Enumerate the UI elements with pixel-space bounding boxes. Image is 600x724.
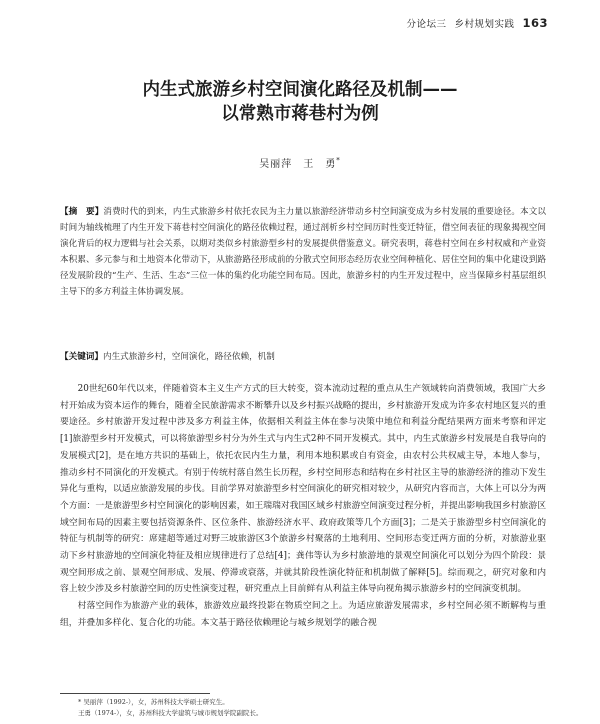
footnote-item: 王勇（1974-），女，苏州科技大学建筑与城市规划学院副院长。 [78,709,263,717]
paper-title [0,78,600,126]
author-footnote-marker: * [336,156,341,165]
keywords [60,350,546,362]
body-paragraph: 村落空间作为旅游产业的载体，旅游效应最终投影在物质空间之上。为适应旅游发展需求，乡村空间必须不断解构与重组，并叠加多样化、复合化的功能。本文基于路径依赖理论与城乡规划学的融合视 [60,601,546,628]
body-text [60,381,546,632]
running-head-section: 乡村规划实践 [454,19,515,30]
authors [0,155,600,170]
running-head-column: 分论坛三 [406,19,447,30]
page-number: 163 [522,16,548,30]
footnotes [78,697,538,719]
abstract-text: 消费时代的到来，内生式旅游乡村依托农民为主力量以旅游经济带动乡村空间演变成为乡村发展的重要途径。本文以时间为轴线梳理了内生开发下蒋巷村空间演化的路径依赖过程，通过剖析乡村空间历时性变迁特征，借空间表征的现象揭视空间演化背后的权力逻辑与社会关系，以期对类似乡村旅游型乡村的发展提供借鉴意义。研究表明，蒋巷村空间在乡村权威和产业资本积累、多元参与和土地资本化带动下，从旅游路径形成前的分散式空间形态经历农业空间种植化、居住空间的集中化建设到路径发展阶段的“生产、生活、生态”三位一体的集约化功能空间布局。因此，旅游乡村的内生开发过程中，应当保障乡村基层组织主导下的多方利益主体协调发展。 [60,207,546,297]
footnote-divider [60,693,210,694]
keywords-text: 内生式旅游乡村，空间演化，路径依赖，机制 [102,352,275,362]
footnote-item: * 吴丽萍（1992-），女，苏州科技大学硕士研究生。 [78,698,229,706]
keywords-label: 【关键词】 [60,352,103,362]
running-head [406,16,548,30]
author-names: 吴丽萍 王 勇 [259,159,337,170]
title-line-1: 内生式旅游乡村空间演化路径及机制—— [142,80,458,100]
abstract-label: 【摘 要】 [60,207,104,217]
title-line-2: 以常熟市蒋巷村为例 [221,104,379,124]
body-paragraph: 20世纪60年代以来，伴随着资本主义生产方式的巨大转变，资本流动过程的重点从生产领域转向消费领域，我国广大乡村开始成为资本运作的舞台，随着全民旅游需求不断攀升以及乡村振兴战略的提出，乡村旅游开发成为许多农村地区复兴的重要途径。乡村旅游开发过程中涉及多方利益主体，依据相关利益主体在参与决策中地位和利益分配结果两方面来考察和评定[1]旅游型乡村开发模式，可以将旅游型乡村分为外生式与内生式2种不同开发模式。其中，内生式旅游乡村发展是自我导向的发展模式[2]，是在地方共识的基础上，依托农民内生力量，利用本地积累或自有资金，由农村公共权威主导，本地人参与，推动乡村不同演化的开发模式。有别于传统村落自然生长历程，乡村空间形态和结构在乡村社区主导的旅游经济的推动下发生异化与重构，以适应旅游发展的步伐。目前学界对旅游型乡村空间演化的研究相对较少，从研究内容而言，大体上可以分为两个方面：一是旅游型乡村空间演化的影响因素，如王瑞瑞对我国区域乡村旅游空间演变过程分析，并提出影响我国乡村旅游区域空间布局的因素主要包括资源条件、区位条件、旅游经济水平、政府政策等几个方面[3]；二是关于旅游型乡村空间演化的特征与机制等的研究：席建超等通过对野三坡旅游区3个旅游乡村聚落的土地利用、空间形态变迁两方面的分析，对旅游业驱动下乡村旅游地的空间演化特征及相应规律进行了总结[4]；龚伟等认为乡村旅游地的景观空间演化可以划分为四个阶段：景观空间形成之前、景观空间形成、发展、停滞或衰落，并就其阶段性演化特征和机制做了解释[5]。综而观之，研究对象和内容上较少涉及乡村旅游空间的历史性演变过程，研究重点上目前鲜有从利益主体导向视角揭示旅游乡村的空间演变机制。 [60,384,546,595]
abstract [60,205,546,300]
